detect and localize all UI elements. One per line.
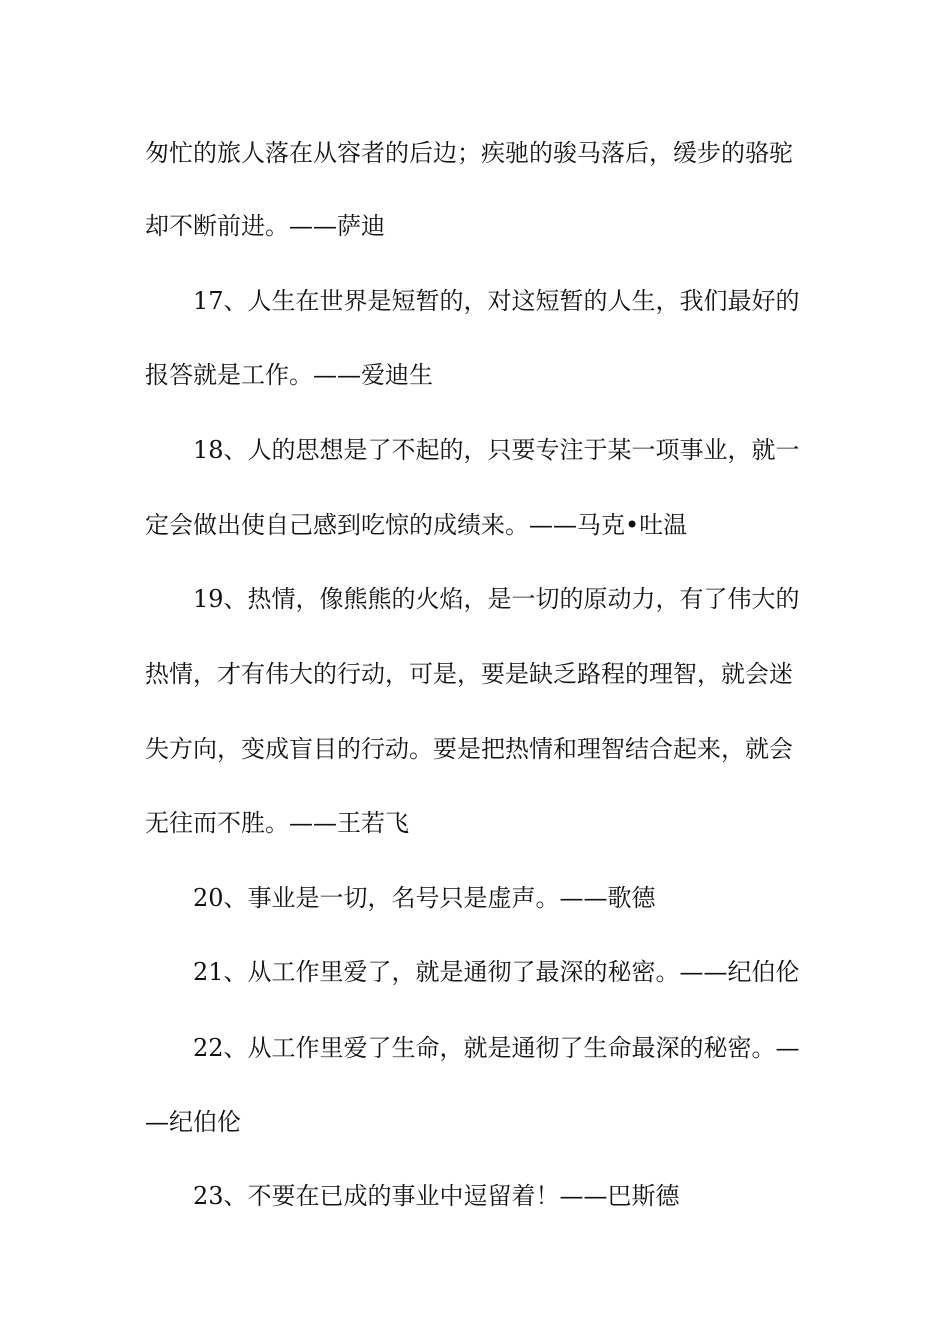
text-line: 却不断前进。——萨迪	[145, 212, 385, 240]
quote-20-line: 20、事业是一切，名号只是虚声。——歌德	[193, 884, 656, 912]
text-line: 失方向，变成盲目的行动。要是把热情和理智结合起来，就会	[145, 735, 793, 763]
quote-23-line: 23、不要在已成的事业中逗留着！——巴斯德	[193, 1182, 680, 1210]
quote-22-line: 22、从工作里爱了生命，就是通彻了生命最深的秘密。—	[193, 1034, 800, 1062]
text-line: —纪伯伦	[145, 1108, 241, 1136]
quote-17-line: 17、人生在世界是短暂的，对这短暂的人生，我们最好的	[193, 287, 800, 315]
text-line: 无往而不胜。——王若飞	[145, 809, 409, 837]
text-line: 热情，才有伟大的行动，可是，要是缺乏路程的理智，就会迷	[145, 660, 793, 688]
text-line: 定会做出使自己感到吃惊的成绩来。——马克•吐温	[145, 511, 688, 539]
quote-18-line: 18、人的思想是了不起的，只要专注于某一项事业，就一	[193, 436, 800, 464]
text-line: 匆忙的旅人落在从容者的后边；疾驰的骏马落后，缓步的骆驼	[145, 139, 793, 167]
text-line: 报答就是工作。——爱迪生	[145, 361, 433, 389]
quote-19-line: 19、热情，像熊熊的火焰，是一切的原动力，有了伟大的	[193, 585, 800, 613]
quote-21-line: 21、从工作里爱了，就是通彻了最深的秘密。——纪伯伦	[193, 958, 800, 986]
